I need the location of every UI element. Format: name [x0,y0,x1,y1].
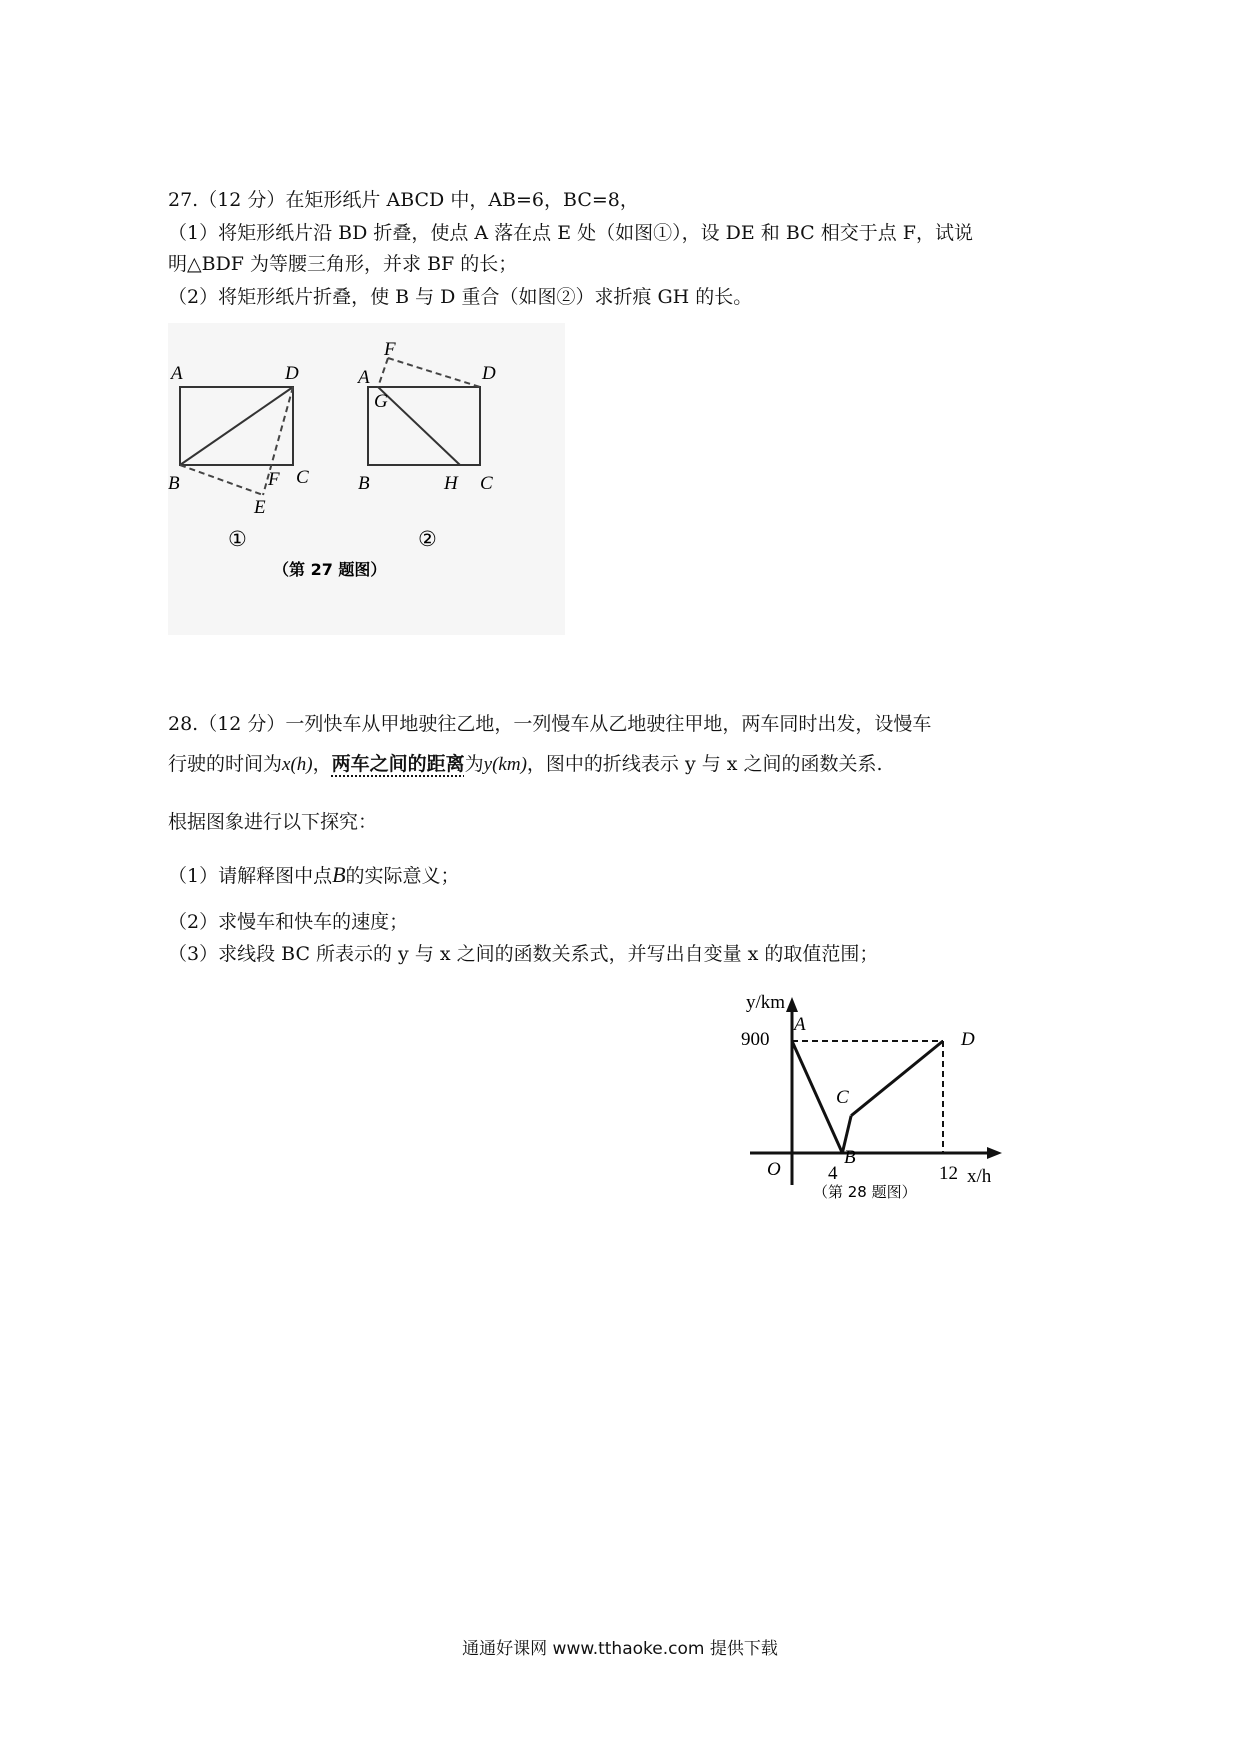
footer: 通通好课网 www.tthaoke.com 提供下载 [462,1639,778,1659]
q28-l2-g: ，图中的折线表示 y 与 x 之间的函数关系. [526,753,883,775]
q28-l4-c: 的实际意义； [345,865,460,887]
fig2-label-f: F [384,339,396,360]
q28-l2-emphasis: 两车之间的距离 [331,753,465,775]
origin-label: O [767,1159,781,1180]
point-d-label: D [961,1029,975,1050]
fig1-label-e: E [254,497,266,518]
fig2-number: ② [418,527,437,551]
q28-l2-e: 为 [464,753,484,775]
q28-l2-a: 行驶的时间为 [168,753,283,775]
fig1-label-c: C [296,467,309,488]
fig1-number: ① [228,527,247,551]
q28-l2-ykm: y(km) [483,754,527,775]
fig2-label-h: H [444,473,458,494]
segment-cd [851,1041,943,1116]
y-tick-900: 900 [741,1029,770,1050]
point-c-label: C [836,1087,849,1108]
q28-l2-xh: x(h) [282,754,313,775]
fig1-label-f: F [268,469,280,490]
fig28-caption: （第 28 题图） [813,1183,917,1200]
q28-line-2 [168,752,883,777]
q28-line-3: 根据图象进行以下探究： [168,811,378,833]
q28-line-5: （2）求慢车和快车的速度； [168,911,409,933]
x-axis-label: x/h [967,1166,992,1187]
fig2-label-b: B [358,473,370,494]
q27-line-4: （2）将矩形纸片折叠，使 B 与 D 重合（如图②）求折痕 GH 的长。 [168,286,753,308]
fig2-label-c: C [480,473,493,494]
q27-line-3: 明△BDF 为等腰三角形，并求 BF 的长； [168,253,518,275]
q28-line-4 [168,863,460,888]
x-tick-12: 12 [939,1163,958,1184]
fig1-label-d: D [285,363,299,384]
figure-28 [740,985,1015,1200]
figure-27 [168,323,565,635]
fig2-dashed-fg [378,358,388,387]
q28-l4-b: B [332,862,346,887]
fig1-diagonal-bd [180,387,293,465]
segment-ab [792,1041,842,1153]
q27-line-1: 27.（12 分）在矩形纸片 ABCD 中，AB=6，BC=8， [168,189,639,211]
q28-line-6: （3）求线段 BC 所表示的 y 与 x 之间的函数关系式，并写出自变量 x 的取值范围； [168,943,879,965]
fig1-dashed-be [180,465,263,495]
point-a-label: A [794,1014,806,1035]
fig2-label-g: G [374,391,388,412]
fig2-crease-gh [378,387,460,465]
x-axis-arrow [987,1147,1002,1159]
fig2-dashed-fd [388,358,480,387]
fig27-caption: （第 27 题图） [273,560,387,579]
q28-l4-a: （1）请解释图中点 [168,865,333,887]
fig2-label-d: D [482,363,496,384]
y-axis-arrow [786,997,798,1012]
point-b-label: B [844,1147,856,1168]
q28-l2-c: ， [312,753,332,775]
q27-line-2: （1）将矩形纸片沿 BD 折叠，使点 A 落在点 E 处（如图①），设 DE 和 BC 相交于点 F，试说 [168,222,973,244]
fig1-label-b: B [168,473,180,494]
q28-line-1: 28.（12 分）一列快车从甲地驶往乙地，一列慢车从乙地驶往甲地，两车同时出发，设慢车 [168,713,932,735]
fig1-label-a: A [171,363,183,384]
x-tick-4: 4 [828,1163,838,1184]
y-axis-label: y/km [746,992,786,1013]
fig2-label-a: A [358,367,370,388]
